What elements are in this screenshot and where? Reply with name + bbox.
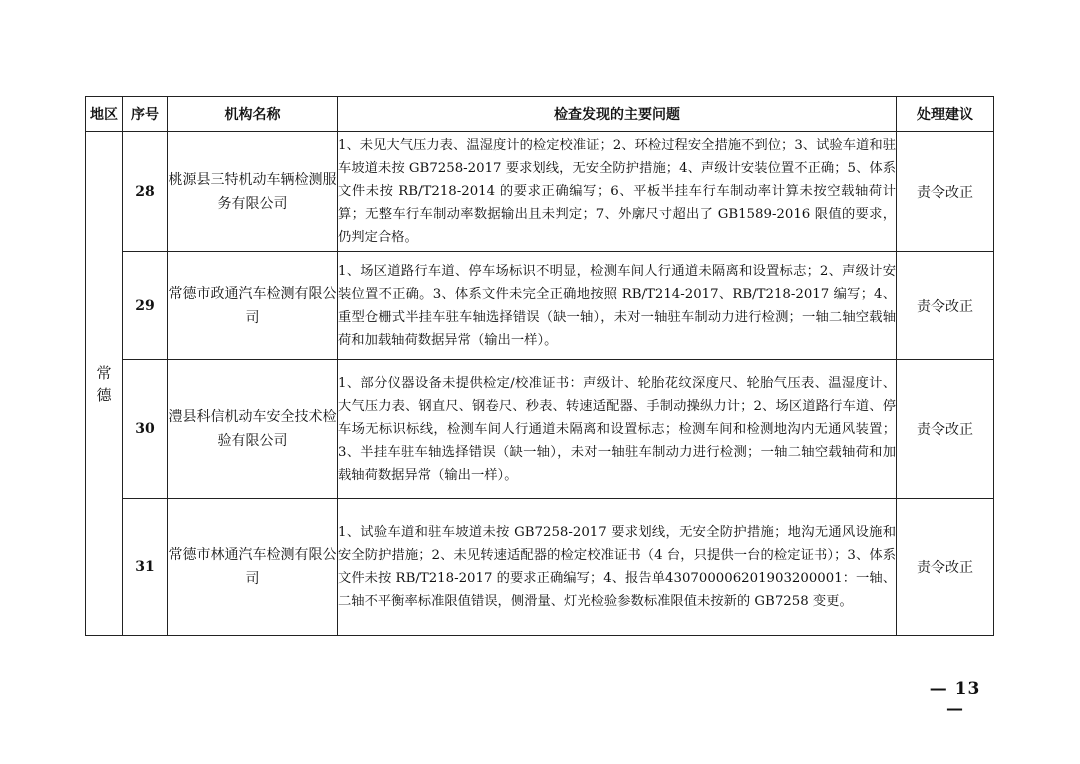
row-number: 28 [123,132,168,252]
table-header-row [86,97,994,132]
issues-text: 1、场区道路行车道、停车场标识不明显，检测车间人行通道未隔离和设置标志；2、声级计安装位置不正确。3、体系文件未完全正确地按照 RB/T214-2017、RB/T218-2017 编写；4、重型仓栅式半挂车驻车轴选择错误（缺一轴），未对一轴驻车制动力进行检测；一轴二轴空载轴荷和加载轴荷数据异常（输出一样）。 [338,252,897,360]
org-name: 澧县科信机动车安全技术检验有限公司 [168,360,338,499]
org-name: 常德市政通汽车检测有限公司 [168,252,338,360]
issues-text: 1、未见大气压力表、温湿度计的检定校准证；2、环检过程安全措施不到位；3、试验车道和驻车坡道未按 GB7258-2017 要求划线，无安全防护措施；4、声级计安装位置不正确；5、体系文件未按 RB/T218-2014 的要求正确编写；6、平板半挂车行车制动率计算未按空载轴荷计算；无整车行车制动率数据输出且未判定；7、外廓尺寸超出了 GB1589-2016 限值的要求，仍判定合格。 [338,132,897,252]
table-row [86,499,994,636]
suggestion-text: 责令改正 [897,360,994,499]
inspection-table [85,96,994,636]
org-name: 常德市林通汽车检测有限公司 [168,499,338,636]
region-cell [86,132,123,636]
region-name: 常德 [96,363,112,404]
suggestion-text: 责令改正 [897,499,994,636]
row-number: 30 [123,360,168,499]
row-number: 29 [123,252,168,360]
issues-text: 1、试验车道和驻车坡道未按 GB7258-2017 要求划线，无安全防护措施；地沟无通风设施和安全防护措施；2、未见转速适配器的检定校准证书（4 台，只提供一台的检定证书）；3、体系文件未按 RB/T218-2017 的要求正确编写；4、报告单430700006201903200001：一轴、二轴不平衡率标准限值错误，侧滑量、灯光检验参数标准限值未按新的 GB7258 变更。 [338,499,897,636]
table-row [86,252,994,360]
header-suggestion: 处理建议 [897,97,994,132]
row-number: 31 [123,499,168,636]
suggestion-text: 责令改正 [897,252,994,360]
table-row [86,360,994,499]
header-number: 序号 [123,97,168,132]
header-region: 地区 [86,97,123,132]
page-number: — 13 — [929,679,981,719]
org-name: 桃源县三特机动车辆检测服务有限公司 [168,132,338,252]
issues-text: 1、部分仪器设备未提供检定/校准证书：声级计、轮胎花纹深度尺、轮胎气压表、温湿度计、大气压力表、钢直尺、钢卷尺、秒表、转速适配器、手制动操纵力计；2、场区道路行车道、停车场无标识标线，检测车间人行通道未隔离和设置标志；检测车间和检测地沟内无通风装置；3、半挂车驻车轴选择错误（缺一轴），未对一轴驻车制动力进行检测；一轴二轴空载轴荷和加载轴荷数据异常（输出一样）。 [338,360,897,499]
suggestion-text: 责令改正 [897,132,994,252]
table-row [86,132,994,252]
header-org: 机构名称 [168,97,338,132]
header-issues: 检查发现的主要问题 [338,97,897,132]
